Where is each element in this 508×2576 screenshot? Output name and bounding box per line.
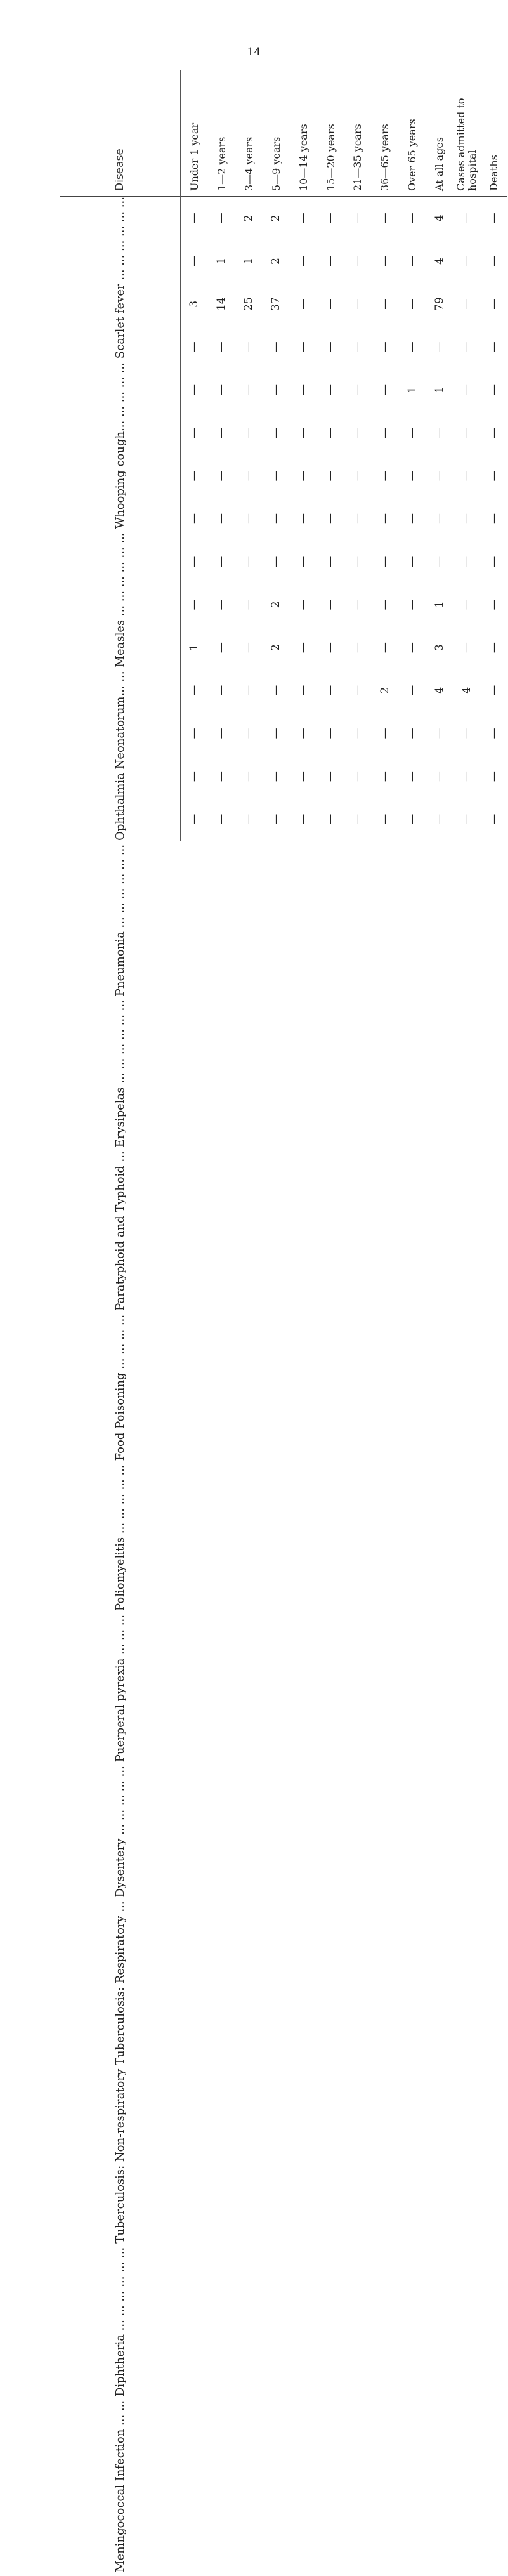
- count-cell: —: [378, 427, 391, 438]
- count-cell: —: [297, 642, 310, 654]
- count-cell: —: [297, 298, 310, 310]
- count-cell: 2: [270, 258, 283, 265]
- disease-name: Whooping cough... ... ... ... ...: [113, 362, 127, 529]
- count-cell: —: [324, 771, 337, 782]
- count-cell: —: [351, 384, 364, 396]
- count-cell: —: [188, 513, 201, 525]
- count-cell: —: [378, 470, 391, 482]
- count-cell: —: [433, 556, 446, 567]
- count-cell: —: [188, 771, 201, 782]
- count-cell: —: [351, 470, 364, 482]
- count-cell: —: [188, 556, 201, 567]
- count-cell: 4: [460, 687, 473, 694]
- count-cell: —: [378, 771, 391, 782]
- count-cell: —: [297, 685, 310, 696]
- count-cell: —: [351, 771, 364, 782]
- count-cell: —: [433, 728, 446, 739]
- data-column: [344, 70, 372, 841]
- count-cell: 3: [188, 300, 201, 308]
- column-header: 5—9 years: [263, 70, 290, 197]
- disease-name: Pneumonia ... ... ... ... ... ...: [113, 844, 127, 997]
- disease-name: Puerperal pyrexia ... ... ...: [113, 1615, 127, 1763]
- count-cell: —: [297, 556, 310, 567]
- count-cell: 25: [242, 297, 256, 311]
- disease-name: Dysentery ... ... ... ... ...: [113, 1766, 127, 1898]
- data-column: [181, 70, 208, 841]
- count-cell: —: [460, 341, 473, 353]
- count-cell: —: [351, 298, 364, 310]
- disease-name: Poliomyelitis ... ... ... ... ...: [113, 1464, 127, 1611]
- count-cell: —: [270, 556, 283, 567]
- column-header: 3—4 years: [235, 70, 263, 197]
- count-cell: —: [378, 256, 391, 267]
- data-column: [371, 70, 398, 841]
- count-cell: 2: [270, 601, 283, 608]
- count-cell: —: [242, 813, 256, 825]
- count-cell: 14: [215, 297, 228, 311]
- disease-name: Paratyphoid and Typhoid ...: [113, 1151, 127, 1311]
- page-number: 14: [247, 46, 261, 58]
- count-cell: —: [351, 341, 364, 353]
- count-cell: —: [324, 341, 337, 353]
- count-cell: —: [460, 771, 473, 782]
- count-cell: —: [487, 513, 500, 525]
- count-cell: —: [405, 728, 419, 739]
- count-cell: —: [487, 298, 500, 310]
- count-cell: 37: [270, 297, 283, 311]
- count-cell: 1: [405, 386, 419, 393]
- count-cell: —: [460, 728, 473, 739]
- count-cell: —: [242, 642, 256, 654]
- count-cell: —: [460, 642, 473, 654]
- count-cell: —: [242, 513, 256, 525]
- count-cell: —: [405, 685, 419, 696]
- count-cell: —: [270, 728, 283, 739]
- count-cell: —: [188, 256, 201, 267]
- count-cell: —: [460, 298, 473, 310]
- column-header: Over 65 years: [398, 70, 426, 197]
- count-cell: —: [487, 256, 500, 267]
- count-cell: —: [405, 298, 419, 310]
- count-cell: —: [487, 642, 500, 654]
- count-cell: —: [460, 599, 473, 610]
- count-cell: —: [351, 213, 364, 224]
- count-cell: 79: [433, 297, 446, 311]
- count-cell: —: [297, 771, 310, 782]
- count-cell: —: [242, 771, 256, 782]
- count-cell: —: [297, 513, 310, 525]
- count-cell: —: [324, 556, 337, 567]
- count-cell: —: [324, 298, 337, 310]
- disease-name: Ophthalmia Neonatorum... ...: [113, 671, 127, 841]
- count-cell: —: [215, 771, 228, 782]
- disease-name: Tuberculosis: Respiratory ...: [113, 1901, 127, 2065]
- data-column: [398, 70, 426, 841]
- count-cell: —: [242, 685, 256, 696]
- count-cell: —: [351, 256, 364, 267]
- count-cell: —: [297, 599, 310, 610]
- count-cell: —: [215, 599, 228, 610]
- disease-name: Tuberculosis: Non-respiratory: [113, 2068, 127, 2244]
- count-cell: —: [460, 213, 473, 224]
- count-cell: 1: [215, 258, 228, 265]
- count-cell: —: [215, 384, 228, 396]
- data-column: [426, 70, 453, 841]
- count-cell: —: [460, 513, 473, 525]
- count-cell: —: [297, 813, 310, 825]
- count-cell: 1: [188, 644, 201, 651]
- count-cell: 1: [433, 386, 446, 393]
- count-cell: —: [297, 427, 310, 438]
- column-header: 1—2 years: [208, 70, 235, 197]
- count-cell: —: [487, 341, 500, 353]
- count-cell: —: [378, 599, 391, 610]
- count-cell: —: [188, 813, 201, 825]
- count-cell: —: [242, 599, 256, 610]
- count-cell: 2: [270, 214, 283, 222]
- count-cell: —: [405, 642, 419, 654]
- count-cell: —: [324, 513, 337, 525]
- data-column: [290, 70, 317, 841]
- count-cell: —: [405, 813, 419, 825]
- count-cell: —: [188, 427, 201, 438]
- count-cell: 2: [270, 644, 283, 651]
- count-cell: —: [270, 341, 283, 353]
- count-cell: —: [242, 470, 256, 482]
- count-cell: —: [270, 513, 283, 525]
- disease-column: [60, 70, 181, 841]
- count-cell: —: [270, 771, 283, 782]
- disease-name: Erysipelas ... ... ... ... ... ...: [113, 1000, 127, 1148]
- count-cell: —: [215, 427, 228, 438]
- count-cell: —: [460, 470, 473, 482]
- count-cell: —: [433, 341, 446, 353]
- count-cell: —: [215, 685, 228, 696]
- column-header: Cases admitted to hospital: [453, 70, 480, 197]
- count-cell: 4: [433, 258, 446, 265]
- count-cell: —: [324, 213, 337, 224]
- count-cell: —: [324, 384, 337, 396]
- count-cell: 4: [433, 687, 446, 694]
- count-cell: —: [215, 341, 228, 353]
- count-cell: —: [487, 213, 500, 224]
- count-cell: —: [297, 341, 310, 353]
- data-column: [453, 70, 480, 841]
- count-cell: —: [378, 642, 391, 654]
- column-header: 21—35 years: [344, 70, 372, 197]
- count-cell: —: [188, 599, 201, 610]
- disease-name: Meningococcal Infection ... ...: [113, 2400, 127, 2572]
- data-column: [263, 70, 290, 841]
- count-cell: —: [270, 685, 283, 696]
- count-cell: —: [188, 213, 201, 224]
- count-cell: —: [487, 599, 500, 610]
- count-cell: —: [351, 642, 364, 654]
- count-cell: —: [297, 470, 310, 482]
- data-column: [208, 70, 235, 841]
- count-cell: —: [242, 341, 256, 353]
- count-cell: —: [460, 427, 473, 438]
- count-cell: —: [487, 427, 500, 438]
- count-cell: —: [215, 213, 228, 224]
- count-cell: —: [270, 384, 283, 396]
- count-cell: —: [433, 427, 446, 438]
- column-header: Deaths: [480, 70, 507, 197]
- count-cell: —: [405, 556, 419, 567]
- count-cell: —: [188, 685, 201, 696]
- count-cell: —: [433, 470, 446, 482]
- count-cell: —: [487, 685, 500, 696]
- count-cell: —: [460, 556, 473, 567]
- count-cell: —: [351, 513, 364, 525]
- count-cell: —: [270, 470, 283, 482]
- count-cell: —: [433, 813, 446, 825]
- count-cell: —: [324, 599, 337, 610]
- count-cell: —: [297, 213, 310, 224]
- count-cell: —: [405, 513, 419, 525]
- count-cell: —: [215, 813, 228, 825]
- count-cell: —: [242, 427, 256, 438]
- count-cell: —: [297, 384, 310, 396]
- count-cell: —: [378, 813, 391, 825]
- count-cell: —: [405, 213, 419, 224]
- count-cell: —: [324, 427, 337, 438]
- count-cell: —: [242, 728, 256, 739]
- data-column: [235, 70, 263, 841]
- count-cell: —: [405, 470, 419, 482]
- column-header: 15—20 years: [317, 70, 344, 197]
- count-cell: —: [378, 513, 391, 525]
- count-cell: —: [351, 728, 364, 739]
- count-cell: —: [324, 642, 337, 654]
- count-cell: —: [405, 341, 419, 353]
- count-cell: —: [297, 728, 310, 739]
- count-cell: —: [324, 256, 337, 267]
- count-cell: —: [405, 771, 419, 782]
- count-cell: —: [324, 728, 337, 739]
- count-cell: —: [324, 685, 337, 696]
- count-cell: —: [270, 813, 283, 825]
- count-cell: 3: [433, 644, 446, 651]
- count-cell: —: [460, 813, 473, 825]
- count-cell: —: [215, 642, 228, 654]
- count-cell: —: [351, 685, 364, 696]
- count-cell: —: [487, 728, 500, 739]
- column-header: 36—65 years: [371, 70, 398, 197]
- count-cell: —: [215, 470, 228, 482]
- count-cell: —: [405, 599, 419, 610]
- count-cell: —: [188, 728, 201, 739]
- count-cell: —: [351, 556, 364, 567]
- data-column: [480, 70, 507, 841]
- count-cell: —: [188, 341, 201, 353]
- column-header: Under 1 year: [181, 70, 208, 197]
- count-cell: 2: [242, 214, 256, 222]
- column-header: At all ages: [426, 70, 453, 197]
- count-cell: —: [215, 556, 228, 567]
- count-cell: 1: [242, 258, 256, 265]
- disease-name: Food Poisoning ... ... ... ...: [113, 1314, 127, 1461]
- count-cell: —: [487, 556, 500, 567]
- count-cell: —: [215, 728, 228, 739]
- count-cell: —: [405, 256, 419, 267]
- count-cell: —: [487, 813, 500, 825]
- count-cell: —: [433, 771, 446, 782]
- count-cell: —: [405, 427, 419, 438]
- disease-header: Disease: [60, 70, 180, 197]
- count-cell: —: [297, 256, 310, 267]
- rotated-table-container: [0, 70, 507, 2572]
- disease-name: Diphtheria ... ... ... ... ... ...: [113, 2247, 127, 2396]
- table-body: [60, 70, 507, 2572]
- notifiable-diseases-table: [60, 70, 507, 2572]
- count-cell: —: [433, 513, 446, 525]
- count-cell: 1: [433, 601, 446, 608]
- count-cell: —: [324, 813, 337, 825]
- disease-name: Scarlet fever ... ... ... ... ... ...: [113, 197, 127, 359]
- count-cell: —: [351, 813, 364, 825]
- count-cell: —: [351, 427, 364, 438]
- count-cell: —: [242, 384, 256, 396]
- count-cell: —: [378, 556, 391, 567]
- count-cell: —: [378, 213, 391, 224]
- count-cell: —: [487, 384, 500, 396]
- count-cell: —: [270, 427, 283, 438]
- count-cell: 2: [378, 687, 391, 694]
- count-cell: —: [188, 384, 201, 396]
- column-header: 10—14 years: [290, 70, 317, 197]
- count-cell: —: [378, 298, 391, 310]
- data-column: [317, 70, 344, 841]
- count-cell: —: [487, 470, 500, 482]
- count-cell: —: [460, 384, 473, 396]
- count-cell: —: [378, 341, 391, 353]
- count-cell: 4: [433, 214, 446, 222]
- count-cell: —: [378, 728, 391, 739]
- count-cell: —: [460, 256, 473, 267]
- count-cell: —: [215, 513, 228, 525]
- count-cell: —: [188, 470, 201, 482]
- count-cell: —: [324, 470, 337, 482]
- disease-name: Measles ... ... ... ... ... ...: [113, 532, 127, 667]
- count-cell: —: [242, 556, 256, 567]
- count-cell: —: [378, 384, 391, 396]
- count-cell: —: [351, 599, 364, 610]
- count-cell: —: [487, 771, 500, 782]
